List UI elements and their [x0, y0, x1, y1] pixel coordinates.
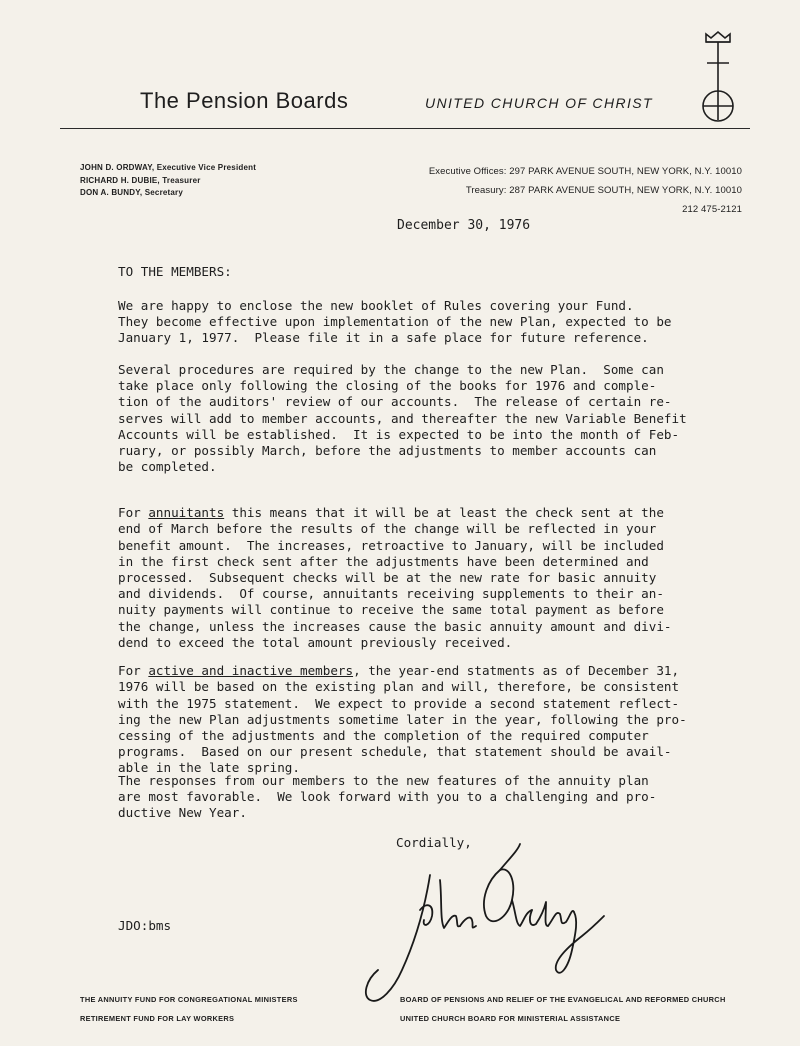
organization-name: UNITED CHURCH OF CHRIST — [425, 95, 653, 111]
officers-list — [80, 162, 256, 200]
annuitants-term: annuitants — [148, 505, 225, 521]
closing: Cordially, — [396, 835, 472, 850]
paragraph-5: The responses from our members to the new features of the annuity plan are most favorable. We look forward with you to a challenging and pro- ductive New Year. — [118, 773, 657, 821]
officer-line: RICHARD H. DUBIE, Treasurer — [80, 175, 201, 185]
paragraph-4-rest: 1976 will be based on the existing plan and will, therefore, be consistent with the 1975 statement. We expect to provide a second statement reflect- ing the new Plan adjustments sometime later in the year, following the pro- cessing of the adjustments and the completion of the required computer programs. Based on our present schedule, that statement should be avail- able in the late spring. — [118, 679, 687, 776]
executive-offices: Executive Offices: 297 PARK AVENUE SOUTH, NEW YORK, N.Y. 10010 — [428, 166, 742, 177]
paragraph-4-first-line — [118, 663, 679, 678]
handwritten-signature — [360, 840, 610, 1010]
p3-first-rest: this means that it will be at least the check sent at the — [224, 505, 664, 521]
footer-right — [400, 990, 726, 1028]
typist-initials: JDO:bms — [118, 918, 172, 933]
members-term: active and inactive members — [148, 663, 354, 679]
footer-left — [80, 990, 298, 1028]
letter-date: December 30, 1976 — [397, 218, 531, 233]
officer-line: DON A. BUNDY, Secretary — [80, 188, 184, 197]
p3-prefix: For — [118, 505, 149, 521]
letterhead-title: The Pension Boards — [140, 88, 349, 113]
footer-fund-line: THE ANNUITY FUND FOR CONGREGATIONAL MINISTERS — [80, 995, 298, 1004]
footer-board-line: UNITED CHURCH BOARD FOR MINISTERIAL ASSISTANCE — [400, 1014, 621, 1023]
paragraph-3 — [118, 489, 698, 667]
paragraph-4 — [118, 647, 698, 793]
paragraph-1: We are happy to enclose the new booklet of Rules covering your Fund. They become effective upon implementation of the new Plan, expected to be January 1, 1977. Please file it in a safe place for future reference. — [118, 298, 672, 346]
p4-prefix: For — [118, 663, 149, 679]
footer-fund-line: RETIREMENT FUND FOR LAY WORKERS — [80, 1014, 235, 1023]
paragraph-2: Several procedures are required by the change to the new Plan. Some can take place only following the closing of the books for 1976 and comple- tion of the auditors' review of our accounts. The release of certain re- serves will add to member accounts, and thereafter the new Variable Benefit Accounts will be established. It is expected to be into the month of Feb- ruary, or possibly March, before the adjustments to member accounts can be completed. — [118, 362, 687, 475]
paragraph-3-rest: end of March before the results of the change will be reflected in your benefit amount. The increases, retroactive to January, will be included in the first check sent after the adjustments have been determined and processed. Subsequent checks will be at the new rate for basic annuity and dividends. Of course, annuitants receiving supplements to their an- nuity payments will continue to receive the same total payment as before the change, unless the increases cause the basic annuity amount and divi- dend to exceed the total amount previously received. — [118, 521, 672, 650]
footer-board-line: BOARD OF PENSIONS AND RELIEF OF THE EVANGELICAL AND REFORMED CHURCH — [400, 995, 726, 1004]
p4-first-rest: , the year-end statments as of December 31, — [353, 663, 680, 679]
office-addresses — [429, 162, 742, 219]
salutation: TO THE MEMBERS: — [118, 264, 232, 279]
phone-number: 212 475-2121 — [682, 204, 742, 215]
officer-line: JOHN D. ORDWAY, Executive Vice President — [80, 163, 257, 172]
cross-crown-orb-icon — [698, 28, 738, 128]
letterhead-rule — [60, 128, 750, 129]
treasury-address: Treasury: 287 PARK AVENUE SOUTH, NEW YORK, N.Y. 10010 — [465, 185, 742, 196]
paragraph-3-first-line — [118, 505, 664, 520]
